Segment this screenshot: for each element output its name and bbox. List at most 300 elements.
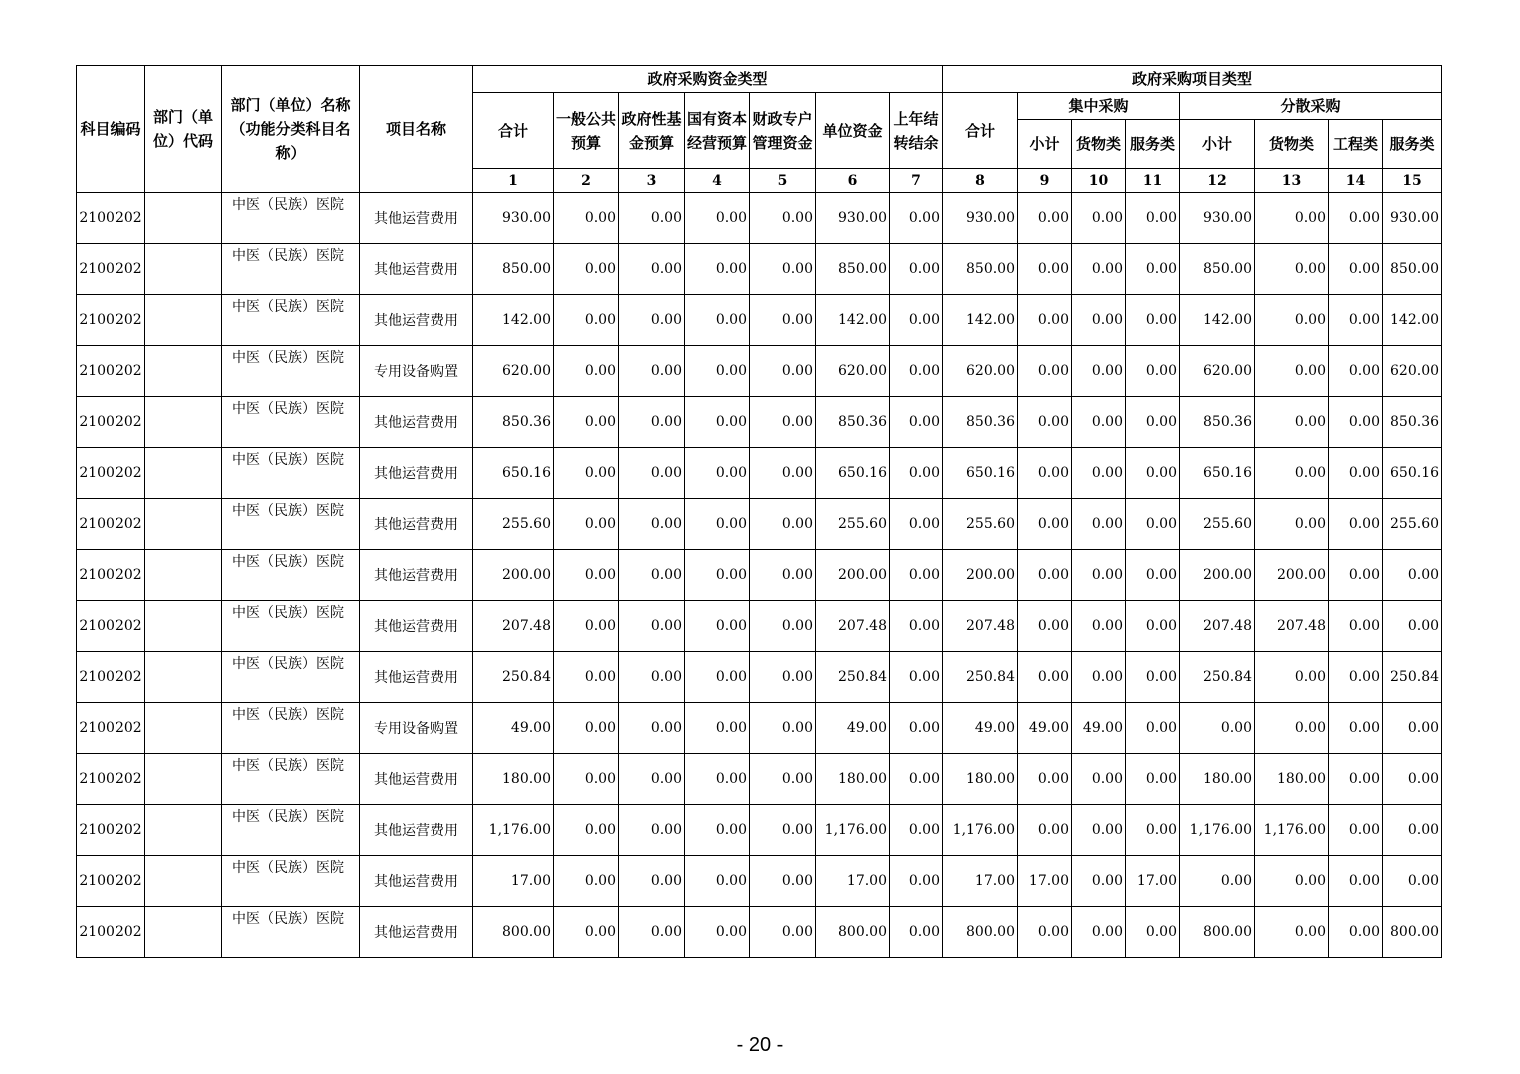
cell-dept-code [145, 550, 222, 601]
cell-value: 0.00 [1255, 856, 1329, 907]
cell-value: 1,176.00 [816, 805, 890, 856]
cell-dept-name-text: 中医（民族）医院 [232, 554, 344, 570]
cell-value: 17.00 [943, 856, 1018, 907]
cell-project-name: 其他运营费用 [360, 550, 473, 601]
header-decentral-services: 服务类 [1383, 120, 1442, 169]
cell-subject-code: 2100202 [77, 346, 145, 397]
cell-value: 0.00 [1126, 295, 1180, 346]
table-row [77, 907, 1442, 958]
cell-value: 0.00 [554, 448, 619, 499]
cell-dept-name [222, 193, 360, 244]
cell-value: 255.60 [1383, 499, 1442, 550]
cell-value: 850.00 [1180, 244, 1255, 295]
table-row [77, 856, 1442, 907]
cell-value: 0.00 [1072, 601, 1126, 652]
cell-value: 0.00 [890, 754, 943, 805]
cell-value: 0.00 [750, 448, 816, 499]
cell-value: 0.00 [619, 652, 685, 703]
cell-value: 0.00 [1072, 244, 1126, 295]
cell-value: 0.00 [619, 856, 685, 907]
cell-value: 250.84 [473, 652, 554, 703]
cell-value: 0.00 [1072, 652, 1126, 703]
cell-value: 0.00 [750, 856, 816, 907]
cell-value: 0.00 [1018, 448, 1072, 499]
cell-value: 0.00 [1018, 601, 1072, 652]
cell-value: 142.00 [1383, 295, 1442, 346]
cell-value: 0.00 [1329, 193, 1383, 244]
table-row [77, 601, 1442, 652]
cell-value: 0.00 [1329, 907, 1383, 958]
cell-value: 0.00 [619, 703, 685, 754]
cell-value: 0.00 [619, 805, 685, 856]
cell-value: 0.00 [619, 193, 685, 244]
cell-value: 0.00 [1072, 499, 1126, 550]
table-row [77, 346, 1442, 397]
header-gov-fund-budget: 政府性基金预算 [619, 93, 685, 169]
cell-value: 0.00 [750, 244, 816, 295]
cell-value: 200.00 [943, 550, 1018, 601]
cell-value: 0.00 [1255, 346, 1329, 397]
cell-dept-name-text: 中医（民族）医院 [232, 401, 344, 417]
procurement-table [76, 65, 1442, 958]
header-decentral-goods: 货物类 [1255, 120, 1329, 169]
cell-value: 0.00 [890, 550, 943, 601]
cell-project-name: 其他运营费用 [360, 805, 473, 856]
cell-value: 0.00 [750, 550, 816, 601]
cell-value: 0.00 [1383, 550, 1442, 601]
cell-value: 930.00 [1180, 193, 1255, 244]
cell-value: 650.16 [1180, 448, 1255, 499]
cell-value: 0.00 [1126, 244, 1180, 295]
cell-value: 800.00 [943, 907, 1018, 958]
cell-value: 0.00 [1329, 856, 1383, 907]
cell-value: 200.00 [473, 550, 554, 601]
cell-subject-code: 2100202 [77, 703, 145, 754]
cell-dept-name [222, 703, 360, 754]
cell-value: 0.00 [890, 397, 943, 448]
cell-value: 250.84 [816, 652, 890, 703]
column-number: 8 [943, 169, 1018, 193]
cell-value: 0.00 [890, 601, 943, 652]
cell-value: 850.00 [816, 244, 890, 295]
cell-value: 850.00 [473, 244, 554, 295]
cell-value: 0.00 [554, 805, 619, 856]
cell-dept-name [222, 244, 360, 295]
cell-subject-code: 2100202 [77, 652, 145, 703]
cell-value: 0.00 [750, 907, 816, 958]
cell-value: 0.00 [619, 754, 685, 805]
cell-value: 0.00 [1018, 295, 1072, 346]
cell-value: 0.00 [554, 652, 619, 703]
cell-value: 0.00 [1329, 550, 1383, 601]
cell-value: 0.00 [685, 244, 750, 295]
table-row [77, 397, 1442, 448]
column-number: 1 [473, 169, 554, 193]
cell-value: 0.00 [1126, 652, 1180, 703]
cell-value: 930.00 [816, 193, 890, 244]
cell-value: 0.00 [750, 754, 816, 805]
cell-dept-code [145, 244, 222, 295]
cell-value: 0.00 [619, 601, 685, 652]
cell-dept-name [222, 499, 360, 550]
cell-project-name: 其他运营费用 [360, 652, 473, 703]
header-unit-fund: 单位资金 [816, 93, 890, 169]
cell-subject-code: 2100202 [77, 448, 145, 499]
cell-value: 0.00 [685, 703, 750, 754]
cell-value: 0.00 [685, 907, 750, 958]
column-number: 9 [1018, 169, 1072, 193]
column-number: 4 [685, 169, 750, 193]
cell-value: 0.00 [1329, 346, 1383, 397]
cell-dept-name-text: 中医（民族）医院 [232, 299, 344, 315]
cell-value: 207.48 [816, 601, 890, 652]
cell-value: 620.00 [1180, 346, 1255, 397]
header-decentralized: 分散采购 [1180, 93, 1442, 120]
page-number: - 20 - [736, 1034, 784, 1056]
cell-value: 850.36 [1383, 397, 1442, 448]
cell-value: 0.00 [1126, 499, 1180, 550]
header-fund-group: 政府采购资金类型 [473, 66, 943, 93]
table-row [77, 703, 1442, 754]
cell-value: 0.00 [1072, 397, 1126, 448]
header-centralized: 集中采购 [1018, 93, 1180, 120]
cell-value: 0.00 [1072, 805, 1126, 856]
cell-value: 0.00 [1126, 193, 1180, 244]
column-number: 3 [619, 169, 685, 193]
cell-value: 142.00 [473, 295, 554, 346]
column-number: 14 [1329, 169, 1383, 193]
header-state-capital-budget: 国有资本经营预算 [685, 93, 750, 169]
header-central-subtotal: 小计 [1018, 120, 1072, 169]
header-project-name: 项目名称 [360, 66, 473, 193]
cell-subject-code: 2100202 [77, 397, 145, 448]
cell-project-name: 专用设备购置 [360, 346, 473, 397]
cell-dept-code [145, 193, 222, 244]
column-number: 13 [1255, 169, 1329, 193]
column-number: 15 [1383, 169, 1442, 193]
header-central-services: 服务类 [1126, 120, 1180, 169]
cell-value: 0.00 [685, 397, 750, 448]
cell-dept-name [222, 907, 360, 958]
header-special-account-fund: 财政专户管理资金 [750, 93, 816, 169]
cell-value: 0.00 [1329, 703, 1383, 754]
cell-value: 49.00 [473, 703, 554, 754]
cell-value: 0.00 [1383, 754, 1442, 805]
cell-project-name: 其他运营费用 [360, 244, 473, 295]
table-row [77, 754, 1442, 805]
cell-value: 0.00 [1126, 397, 1180, 448]
cell-value: 0.00 [1018, 346, 1072, 397]
cell-dept-name-text: 中医（民族）医院 [232, 911, 344, 927]
cell-dept-name [222, 346, 360, 397]
header-decentral-subtotal: 小计 [1180, 120, 1255, 169]
cell-value: 17.00 [1126, 856, 1180, 907]
cell-value: 0.00 [554, 397, 619, 448]
cell-value: 0.00 [619, 244, 685, 295]
cell-subject-code: 2100202 [77, 499, 145, 550]
cell-value: 250.84 [943, 652, 1018, 703]
cell-dept-name-text: 中医（民族）医院 [232, 452, 344, 468]
cell-project-name: 其他运营费用 [360, 754, 473, 805]
table-row [77, 448, 1442, 499]
column-number: 12 [1180, 169, 1255, 193]
cell-value: 0.00 [1255, 907, 1329, 958]
cell-value: 0.00 [685, 652, 750, 703]
cell-value: 0.00 [1255, 703, 1329, 754]
cell-value: 0.00 [1072, 907, 1126, 958]
cell-value: 0.00 [1126, 907, 1180, 958]
cell-value: 620.00 [473, 346, 554, 397]
cell-value: 0.00 [890, 346, 943, 397]
cell-dept-name [222, 295, 360, 346]
cell-value: 0.00 [1383, 601, 1442, 652]
cell-subject-code: 2100202 [77, 295, 145, 346]
cell-value: 620.00 [816, 346, 890, 397]
cell-value: 180.00 [1255, 754, 1329, 805]
cell-value: 255.60 [943, 499, 1018, 550]
cell-dept-name-text: 中医（民族）医院 [232, 758, 344, 774]
cell-value: 0.00 [619, 550, 685, 601]
cell-project-name: 其他运营费用 [360, 193, 473, 244]
cell-value: 650.16 [473, 448, 554, 499]
cell-value: 200.00 [1255, 550, 1329, 601]
header-carryover: 上年结转结余 [890, 93, 943, 169]
cell-value: 200.00 [816, 550, 890, 601]
cell-value: 850.00 [1383, 244, 1442, 295]
cell-value: 0.00 [750, 652, 816, 703]
header-project-group: 政府采购项目类型 [943, 66, 1442, 93]
cell-value: 0.00 [1255, 652, 1329, 703]
cell-dept-name [222, 550, 360, 601]
header-subject-code: 科目编码 [77, 66, 145, 193]
cell-dept-code [145, 346, 222, 397]
cell-dept-name-text: 中医（民族）医院 [232, 809, 344, 825]
cell-value: 0.00 [890, 193, 943, 244]
cell-value: 255.60 [1180, 499, 1255, 550]
cell-value: 0.00 [685, 499, 750, 550]
cell-dept-name [222, 754, 360, 805]
cell-dept-name [222, 397, 360, 448]
table-row [77, 244, 1442, 295]
cell-value: 0.00 [685, 550, 750, 601]
cell-value: 0.00 [1180, 703, 1255, 754]
cell-value: 142.00 [1180, 295, 1255, 346]
cell-value: 0.00 [1383, 856, 1442, 907]
column-number: 7 [890, 169, 943, 193]
header-dept-code: 部门（单位）代码 [145, 66, 222, 193]
cell-value: 207.48 [943, 601, 1018, 652]
table-header [77, 66, 1442, 193]
cell-value: 180.00 [816, 754, 890, 805]
table-row [77, 652, 1442, 703]
cell-value: 0.00 [554, 193, 619, 244]
cell-dept-name-text: 中医（民族）医院 [232, 503, 344, 519]
cell-value: 0.00 [554, 907, 619, 958]
cell-project-name: 其他运营费用 [360, 295, 473, 346]
cell-value: 0.00 [554, 754, 619, 805]
cell-value: 0.00 [1126, 550, 1180, 601]
cell-value: 0.00 [1018, 499, 1072, 550]
cell-value: 0.00 [554, 346, 619, 397]
cell-value: 850.36 [816, 397, 890, 448]
cell-value: 0.00 [890, 499, 943, 550]
cell-value: 0.00 [685, 448, 750, 499]
column-number: 2 [554, 169, 619, 193]
cell-value: 0.00 [1072, 550, 1126, 601]
cell-value: 0.00 [685, 601, 750, 652]
cell-value: 0.00 [554, 856, 619, 907]
cell-value: 0.00 [1329, 244, 1383, 295]
header-dept-name: 部门（单位）名称（功能分类科目名称） [222, 66, 360, 193]
cell-value: 255.60 [473, 499, 554, 550]
cell-dept-code [145, 703, 222, 754]
cell-dept-code [145, 397, 222, 448]
cell-value: 180.00 [473, 754, 554, 805]
cell-value: 49.00 [1072, 703, 1126, 754]
cell-value: 1,176.00 [1180, 805, 1255, 856]
cell-value: 1,176.00 [1255, 805, 1329, 856]
cell-value: 650.16 [816, 448, 890, 499]
cell-project-name: 其他运营费用 [360, 856, 473, 907]
cell-subject-code: 2100202 [77, 550, 145, 601]
cell-value: 0.00 [1255, 193, 1329, 244]
cell-value: 620.00 [1383, 346, 1442, 397]
cell-subject-code: 2100202 [77, 754, 145, 805]
cell-value: 0.00 [619, 295, 685, 346]
cell-dept-code [145, 754, 222, 805]
header-decentral-engineering: 工程类 [1329, 120, 1383, 169]
cell-value: 0.00 [1126, 346, 1180, 397]
cell-value: 930.00 [473, 193, 554, 244]
table-body [77, 193, 1442, 958]
cell-value: 1,176.00 [943, 805, 1018, 856]
cell-value: 0.00 [619, 397, 685, 448]
cell-dept-code [145, 907, 222, 958]
cell-value: 0.00 [554, 703, 619, 754]
cell-value: 0.00 [1072, 193, 1126, 244]
cell-dept-name-text: 中医（民族）医院 [232, 605, 344, 621]
cell-value: 800.00 [473, 907, 554, 958]
cell-value: 800.00 [1383, 907, 1442, 958]
cell-value: 0.00 [1072, 856, 1126, 907]
header-central-goods: 货物类 [1072, 120, 1126, 169]
cell-dept-name [222, 805, 360, 856]
cell-value: 0.00 [685, 754, 750, 805]
cell-value: 0.00 [1255, 295, 1329, 346]
cell-value: 142.00 [816, 295, 890, 346]
cell-value: 930.00 [943, 193, 1018, 244]
cell-dept-name [222, 652, 360, 703]
cell-project-name: 其他运营费用 [360, 499, 473, 550]
header-project-total: 合计 [943, 93, 1018, 169]
cell-value: 17.00 [473, 856, 554, 907]
column-number: 5 [750, 169, 816, 193]
cell-value: 0.00 [1329, 397, 1383, 448]
cell-value: 17.00 [1018, 856, 1072, 907]
cell-dept-code [145, 295, 222, 346]
cell-value: 650.16 [1383, 448, 1442, 499]
cell-value: 0.00 [1383, 805, 1442, 856]
cell-value: 800.00 [1180, 907, 1255, 958]
cell-value: 0.00 [1072, 754, 1126, 805]
cell-dept-name-text: 中医（民族）医院 [232, 707, 344, 723]
cell-project-name: 专用设备购置 [360, 703, 473, 754]
cell-value: 0.00 [1018, 652, 1072, 703]
cell-value: 0.00 [1255, 499, 1329, 550]
cell-value: 200.00 [1180, 550, 1255, 601]
cell-value: 0.00 [1072, 295, 1126, 346]
table-row [77, 499, 1442, 550]
cell-value: 207.48 [473, 601, 554, 652]
cell-value: 0.00 [1383, 703, 1442, 754]
cell-value: 0.00 [1018, 805, 1072, 856]
cell-value: 0.00 [1072, 346, 1126, 397]
cell-value: 0.00 [685, 295, 750, 346]
cell-value: 0.00 [1018, 244, 1072, 295]
table-row [77, 805, 1442, 856]
cell-value: 255.60 [816, 499, 890, 550]
cell-project-name: 其他运营费用 [360, 907, 473, 958]
cell-value: 0.00 [750, 601, 816, 652]
cell-dept-name-text: 中医（民族）医院 [232, 248, 344, 264]
cell-value: 850.36 [1180, 397, 1255, 448]
cell-value: 142.00 [943, 295, 1018, 346]
cell-value: 0.00 [750, 193, 816, 244]
table-row [77, 550, 1442, 601]
cell-value: 250.84 [1180, 652, 1255, 703]
header-fund-total: 合计 [473, 93, 554, 169]
cell-dept-name-text: 中医（民族）医院 [232, 197, 344, 213]
cell-value: 0.00 [1018, 550, 1072, 601]
cell-value: 0.00 [1329, 448, 1383, 499]
cell-value: 0.00 [890, 448, 943, 499]
cell-value: 0.00 [890, 703, 943, 754]
cell-value: 0.00 [619, 907, 685, 958]
cell-value: 49.00 [943, 703, 1018, 754]
cell-dept-name-text: 中医（民族）医院 [232, 350, 344, 366]
cell-dept-name [222, 448, 360, 499]
cell-value: 0.00 [1126, 601, 1180, 652]
cell-value: 0.00 [685, 856, 750, 907]
cell-value: 0.00 [1255, 244, 1329, 295]
cell-value: 0.00 [890, 652, 943, 703]
cell-value: 0.00 [554, 550, 619, 601]
cell-value: 0.00 [890, 244, 943, 295]
cell-value: 0.00 [685, 805, 750, 856]
cell-value: 0.00 [1018, 907, 1072, 958]
cell-dept-name-text: 中医（民族）医院 [232, 860, 344, 876]
cell-value: 0.00 [750, 703, 816, 754]
cell-dept-name [222, 856, 360, 907]
cell-value: 0.00 [1018, 193, 1072, 244]
cell-value: 0.00 [554, 499, 619, 550]
cell-value: 850.36 [943, 397, 1018, 448]
cell-value: 0.00 [1126, 805, 1180, 856]
cell-value: 0.00 [750, 346, 816, 397]
cell-value: 0.00 [750, 295, 816, 346]
cell-value: 0.00 [554, 601, 619, 652]
cell-value: 620.00 [943, 346, 1018, 397]
column-number: 11 [1126, 169, 1180, 193]
cell-value: 0.00 [750, 499, 816, 550]
cell-value: 0.00 [890, 805, 943, 856]
cell-value: 0.00 [1018, 397, 1072, 448]
cell-value: 0.00 [1255, 397, 1329, 448]
cell-dept-code [145, 448, 222, 499]
cell-value: 650.16 [943, 448, 1018, 499]
column-number: 6 [816, 169, 890, 193]
cell-dept-code [145, 805, 222, 856]
